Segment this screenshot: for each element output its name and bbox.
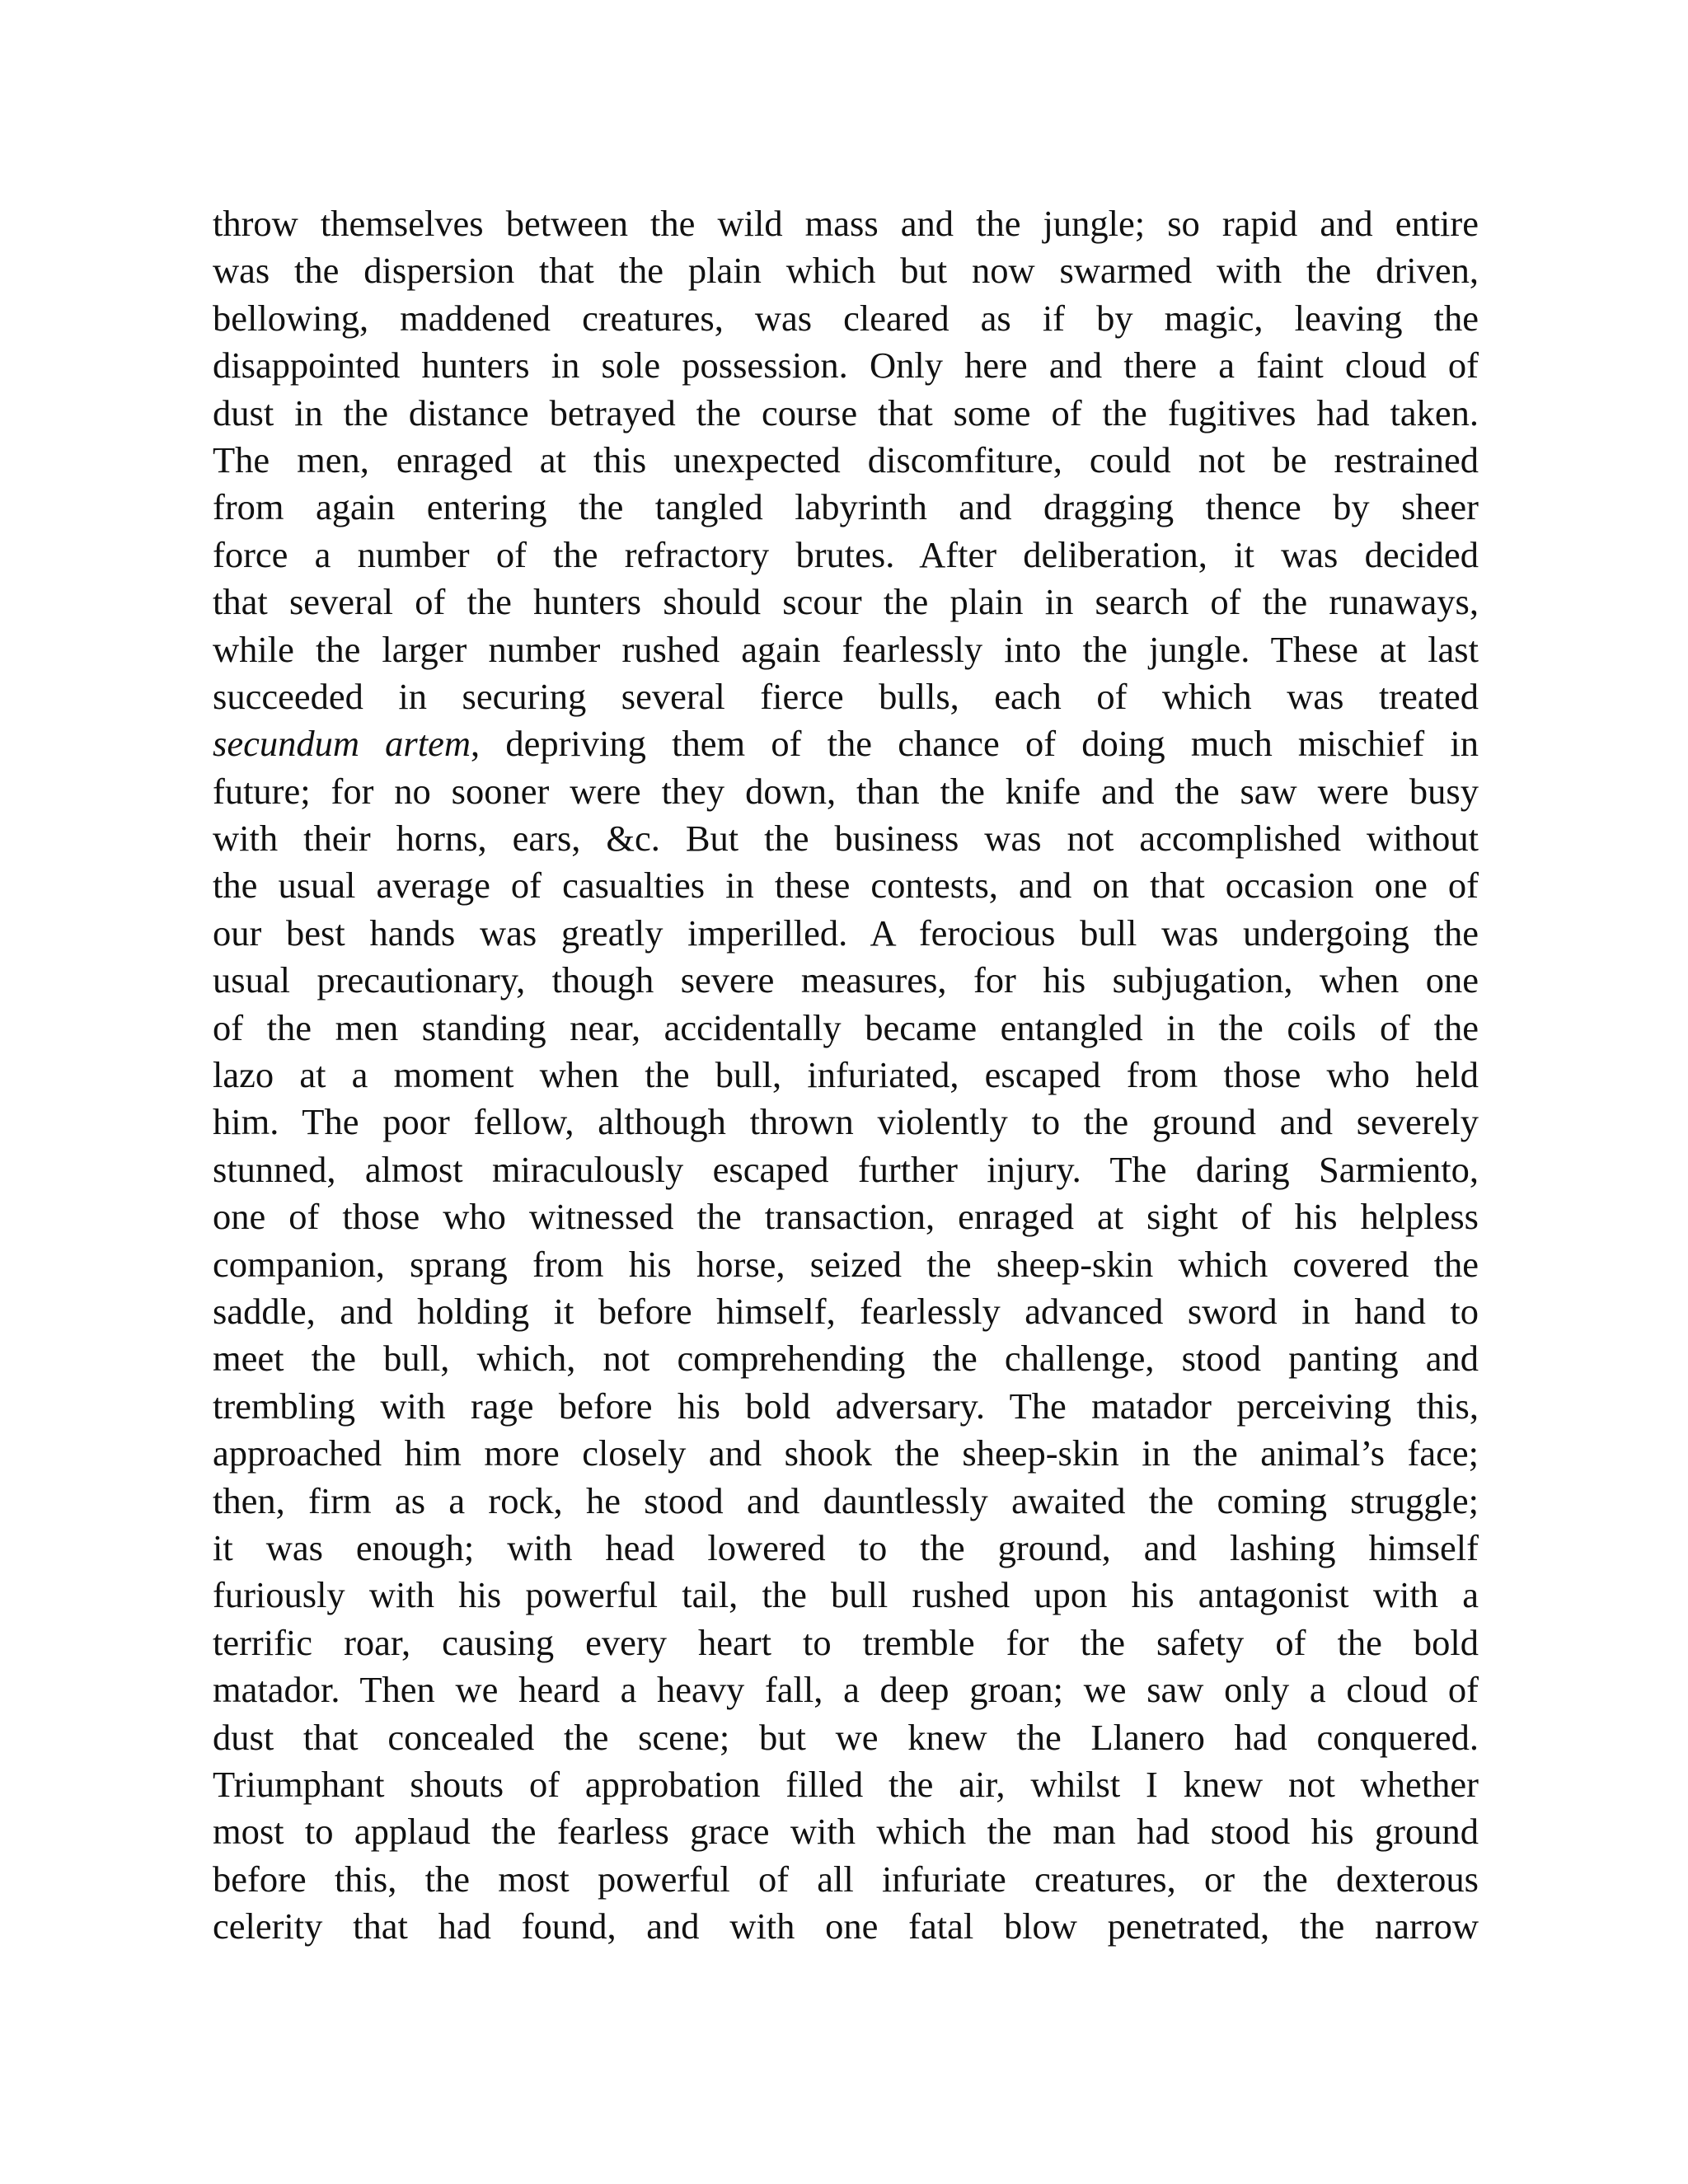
text-segment: before this, the most powerful of all infuriate creatures, or the dexterous	[213, 1858, 1479, 1900]
text-segment: approached him more closely and shook the sheep-skin in the animal’s face;	[213, 1432, 1479, 1474]
text-line	[213, 1241, 1479, 1288]
text-line	[213, 626, 1479, 673]
text-segment: from again entering the tangled labyrinth and dragging thence by sheer	[213, 486, 1479, 528]
text-line	[213, 1099, 1479, 1146]
text-segment: lazo at a moment when the bull, infuriated, escaped from those who held	[213, 1054, 1479, 1096]
text-segment: our best hands was greatly imperilled. A ferocious bull was undergoing the	[213, 912, 1479, 954]
text-line	[213, 1430, 1479, 1477]
text-segment: usual precautionary, though severe measures, for his subjugation, when one	[213, 959, 1479, 1001]
text-segment: dust that concealed the scene; but we knew the Llanero had conquered.	[213, 1716, 1479, 1758]
text-line	[213, 1193, 1479, 1240]
text-segment: stunned, almost miraculously escaped further injury. The daring Sarmiento,	[213, 1148, 1479, 1190]
text-line	[213, 484, 1479, 531]
text-segment: The men, enraged at this unexpected discomfiture, could not be restrained	[213, 438, 1479, 480]
text-segment: force a number of the refractory brutes. After deliberation, it was decided	[213, 533, 1479, 575]
text-line	[213, 1761, 1479, 1808]
text-line	[213, 1288, 1479, 1335]
text-line	[213, 342, 1479, 389]
text-segment: celerity that had found, and with one fatal blow penetrated, the narrow	[213, 1905, 1479, 1947]
text-line	[213, 815, 1479, 862]
text-line	[213, 532, 1479, 579]
text-segment: with their horns, ears, &c. But the business was not accomplished without	[213, 818, 1479, 860]
text-line	[213, 1619, 1479, 1666]
text-line	[213, 200, 1479, 247]
text-segment: throw themselves between the wild mass and the jungle; so rapid and entire	[213, 203, 1479, 244]
text-segment: future; for no sooner were they down, than the knife and the saw were busy	[213, 770, 1479, 812]
italic-phrase: secundum artem	[213, 723, 471, 765]
text-segment: meet the bull, which, not comprehending the challenge, stood panting and	[213, 1338, 1479, 1380]
text-line	[213, 437, 1479, 484]
text-line	[213, 247, 1479, 294]
text-line	[213, 1005, 1479, 1052]
text-segment: bellowing, maddened creatures, was cleared as if by magic, leaving the	[213, 297, 1479, 339]
text-segment: one of those who witnessed the transaction, enraged at sight of his helpless	[213, 1196, 1479, 1238]
text-segment: it was enough; with head lowered to the ground, and lashing himself	[213, 1526, 1479, 1568]
text-line	[213, 1903, 1479, 1950]
text-line	[213, 1525, 1479, 1572]
text-line	[213, 673, 1479, 720]
text-segment: then, firm as a rock, he stood and dauntlessly awaited the coming struggle;	[213, 1479, 1479, 1521]
text-line	[213, 579, 1479, 626]
text-segment: the usual average of casualties in these contests, and on that occasion one of	[213, 865, 1479, 907]
text-line	[213, 1714, 1479, 1761]
text-line	[213, 1572, 1479, 1619]
text-line	[213, 1335, 1479, 1382]
text-line	[213, 1666, 1479, 1713]
text-segment: Triumphant shouts of approbation filled the air, whilst I knew not whether	[213, 1763, 1479, 1805]
text-line	[213, 910, 1479, 957]
text-segment: was the dispersion that the plain which but now swarmed with the driven,	[213, 250, 1479, 292]
text-line	[213, 957, 1479, 1004]
text-segment: , depriving them of the chance of doing much mischief in	[471, 723, 1479, 765]
text-line	[213, 1478, 1479, 1525]
text-line	[213, 720, 1479, 767]
text-line	[213, 1808, 1479, 1855]
text-segment: dust in the distance betrayed the course that some of the fugitives had taken.	[213, 391, 1479, 434]
text-line	[213, 1146, 1479, 1193]
text-segment: while the larger number rushed again fearlessly into the jungle. These at last	[213, 628, 1479, 670]
text-segment: most to applaud the fearless grace with which the man had stood his ground	[213, 1811, 1479, 1853]
text-segment: companion, sprang from his horse, seized the sheep-skin which covered the	[213, 1243, 1479, 1285]
text-segment: furiously with his powerful tail, the bull rushed upon his antagonist with a	[213, 1574, 1479, 1616]
text-line	[213, 390, 1479, 437]
body-text	[213, 200, 1479, 1950]
text-line	[213, 295, 1479, 342]
text-line	[213, 1856, 1479, 1903]
text-line	[213, 1383, 1479, 1430]
text-line	[213, 768, 1479, 815]
text-segment: him. The poor fellow, although thrown violently to the ground and severely	[213, 1101, 1479, 1143]
text-segment: of the men standing near, accidentally became entangled in the coils of the	[213, 1006, 1479, 1048]
text-line	[213, 1052, 1479, 1099]
text-segment: saddle, and holding it before himself, fearlessly advanced sword in hand to	[213, 1290, 1479, 1332]
text-line	[213, 862, 1479, 909]
text-segment: disappointed hunters in sole possession. Only here and there a faint cloud of	[213, 344, 1479, 387]
text-segment: matador. Then we heard a heavy fall, a deep groan; we saw only a cloud of	[213, 1669, 1479, 1711]
text-segment: succeeded in securing several fierce bulls, each of which was treated	[213, 675, 1479, 717]
text-segment: trembling with rage before his bold adversary. The matador perceiving this,	[213, 1385, 1479, 1427]
text-segment: terrific roar, causing every heart to tremble for the safety of the bold	[213, 1621, 1479, 1663]
text-segment: that several of the hunters should scour the plain in search of the runaways,	[213, 581, 1479, 623]
